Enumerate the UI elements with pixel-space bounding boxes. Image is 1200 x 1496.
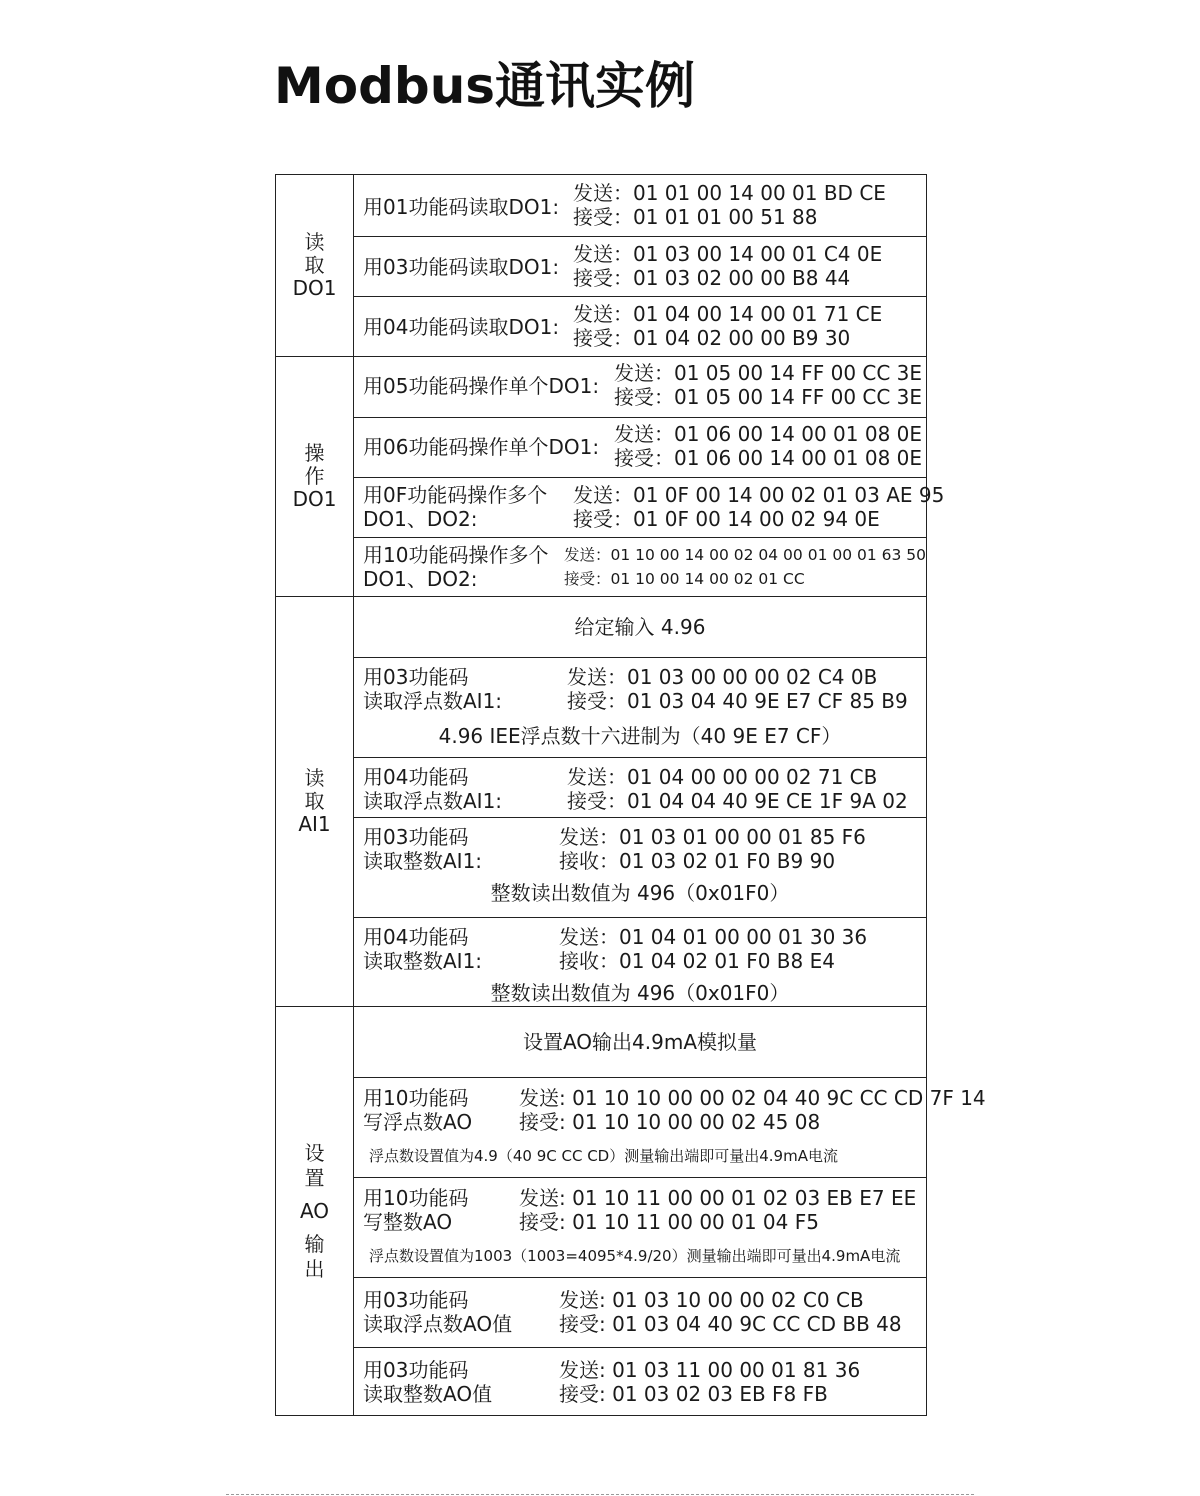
receive-frame: 接受: 01 10 10 00 00 02 45 08 xyxy=(519,1110,821,1134)
row-description: 读取整数AI1: xyxy=(363,849,483,873)
section-read-do1 xyxy=(276,175,926,356)
send-frame: 发送：01 04 00 14 00 01 71 CE xyxy=(573,302,883,326)
receive-frame: 接受：01 03 04 40 9E E7 CF 85 B9 xyxy=(567,689,908,713)
send-frame: 发送：01 04 01 00 00 01 30 36 xyxy=(559,925,868,949)
row-description: 用03功能码 xyxy=(363,1288,469,1312)
table-row xyxy=(354,175,926,236)
row-note: 整数读出数值为 496（0x01F0） xyxy=(490,881,790,905)
row-description: 用10功能码 xyxy=(363,1186,469,1210)
row-description: 用0F功能码操作多个 xyxy=(363,483,548,507)
receive-frame: 接收：01 04 02 01 F0 B8 E4 xyxy=(559,949,835,973)
receive-frame: 接受：01 03 02 00 00 B8 44 xyxy=(573,266,851,290)
section-operate-do1 xyxy=(276,356,945,596)
row-description: 读取整数AI1: xyxy=(363,949,483,973)
row-note: 4.96 IEE浮点数十六进制为（40 9E E7 CF） xyxy=(438,724,842,748)
table-row xyxy=(354,757,926,817)
section-header: 给定输入 4.96 xyxy=(574,615,706,639)
section-label: 读 取 DO1 xyxy=(276,175,354,356)
modbus-example-table xyxy=(275,174,986,1416)
section-label: 操 作 DO1 xyxy=(276,357,354,596)
row-description: 用06功能码操作单个DO1: xyxy=(363,435,600,459)
table-row xyxy=(354,357,926,417)
send-frame: 发送：01 03 00 00 00 02 C4 0B xyxy=(567,665,878,689)
send-frame: 发送：01 0F 00 14 00 02 01 03 AE 95 xyxy=(573,483,945,507)
row-description: DO1、DO2: xyxy=(363,567,478,591)
send-frame: 发送：01 10 00 14 00 02 04 00 01 00 01 63 50 xyxy=(564,546,927,564)
receive-frame: 接受：01 05 00 14 FF 00 CC 3E xyxy=(614,385,923,409)
send-frame: 发送：01 03 00 14 00 01 C4 0E xyxy=(573,242,883,266)
row-description: 读取浮点数AO值 xyxy=(363,1312,513,1336)
receive-frame: 接受：01 04 04 40 9E CE 1F 9A 02 xyxy=(567,789,908,813)
section-read-ai1 xyxy=(276,596,926,1006)
section-set-ao-output xyxy=(276,1006,986,1415)
receive-frame: 接受: 01 03 04 40 9C CC CD BB 48 xyxy=(559,1312,902,1336)
row-description: 写浮点数AO xyxy=(363,1110,473,1134)
table-row xyxy=(354,296,926,356)
send-frame: 发送: 01 10 10 00 00 02 04 40 9C CC CD 7F 14 xyxy=(519,1086,986,1110)
table-row xyxy=(354,417,926,477)
section-header-row xyxy=(354,1007,926,1077)
row-description: 用04功能码 xyxy=(363,765,469,789)
send-frame: 发送：01 04 00 00 00 02 71 CB xyxy=(567,765,878,789)
row-description: 用03功能码 xyxy=(363,825,469,849)
send-frame: 发送: 01 03 10 00 00 02 C0 CB xyxy=(559,1288,864,1312)
send-frame: 发送：01 05 00 14 FF 00 CC 3E xyxy=(614,361,923,385)
table-row xyxy=(354,817,926,917)
page-title: Modbus通讯实例 xyxy=(274,57,696,115)
row-description: DO1、DO2: xyxy=(363,507,478,531)
table-row xyxy=(354,657,926,757)
section-label: 设 置 AO 输 出 xyxy=(276,1007,354,1415)
row-description: 用04功能码读取DO1: xyxy=(363,315,560,339)
send-frame: 发送：01 06 00 14 00 01 08 0E xyxy=(614,422,923,446)
row-description: 写整数AO xyxy=(363,1210,453,1234)
row-description: 用03功能码 xyxy=(363,1358,469,1382)
receive-frame: 接受：01 10 00 14 00 02 01 CC xyxy=(564,570,805,588)
receive-frame: 接受：01 04 02 00 00 B9 30 xyxy=(573,326,851,350)
receive-frame: 接受: 01 10 11 00 00 01 04 F5 xyxy=(519,1210,819,1234)
table-row xyxy=(354,1347,926,1416)
row-description: 用03功能码读取DO1: xyxy=(363,255,560,279)
receive-frame: 接受: 01 03 02 03 EB F8 FB xyxy=(559,1382,828,1406)
row-description: 读取浮点数AI1: xyxy=(363,789,503,813)
row-description: 用04功能码 xyxy=(363,925,469,949)
table-row xyxy=(354,1277,926,1347)
row-description: 用03功能码 xyxy=(363,665,469,689)
receive-frame: 接受：01 0F 00 14 00 02 94 0E xyxy=(573,507,880,531)
row-description: 用10功能码 xyxy=(363,1086,469,1110)
table-row xyxy=(354,1177,926,1277)
footer-divider xyxy=(226,1494,974,1495)
row-description: 用01功能码读取DO1: xyxy=(363,195,560,219)
table-row xyxy=(354,537,926,597)
row-description: 读取整数AO值 xyxy=(363,1382,493,1406)
table-row xyxy=(354,1077,986,1177)
section-header: 设置AO输出4.9mA模拟量 xyxy=(522,1030,758,1054)
row-description: 用10功能码操作多个 xyxy=(363,543,549,567)
send-frame: 发送: 01 03 11 00 00 01 81 36 xyxy=(559,1358,861,1382)
table-row xyxy=(354,477,945,537)
row-note: 浮点数设置值为1003（1003=4095*4.9/20）测量输出端即可量出4.9mA电流 xyxy=(369,1247,901,1265)
send-frame: 发送：01 03 01 00 00 01 85 F6 xyxy=(559,825,866,849)
section-label: 读 取 AI1 xyxy=(276,597,354,1006)
receive-frame: 接受：01 01 01 00 51 88 xyxy=(573,205,818,229)
receive-frame: 接受：01 06 00 14 00 01 08 0E xyxy=(614,446,923,470)
send-frame: 发送：01 01 00 14 00 01 BD CE xyxy=(573,181,886,205)
table-row xyxy=(354,236,926,296)
section-header-row xyxy=(354,597,926,657)
send-frame: 发送: 01 10 11 00 00 01 02 03 EB E7 EE xyxy=(519,1186,917,1210)
table-row xyxy=(354,917,926,1007)
row-description: 用05功能码操作单个DO1: xyxy=(363,374,600,398)
row-note: 整数读出数值为 496（0x01F0） xyxy=(490,981,790,1005)
row-description: 读取浮点数AI1: xyxy=(363,689,503,713)
receive-frame: 接收：01 03 02 01 F0 B9 90 xyxy=(559,849,836,873)
row-note: 浮点数设置值为4.9（40 9C CC CD）测量输出端即可量出4.9mA电流 xyxy=(369,1147,838,1165)
